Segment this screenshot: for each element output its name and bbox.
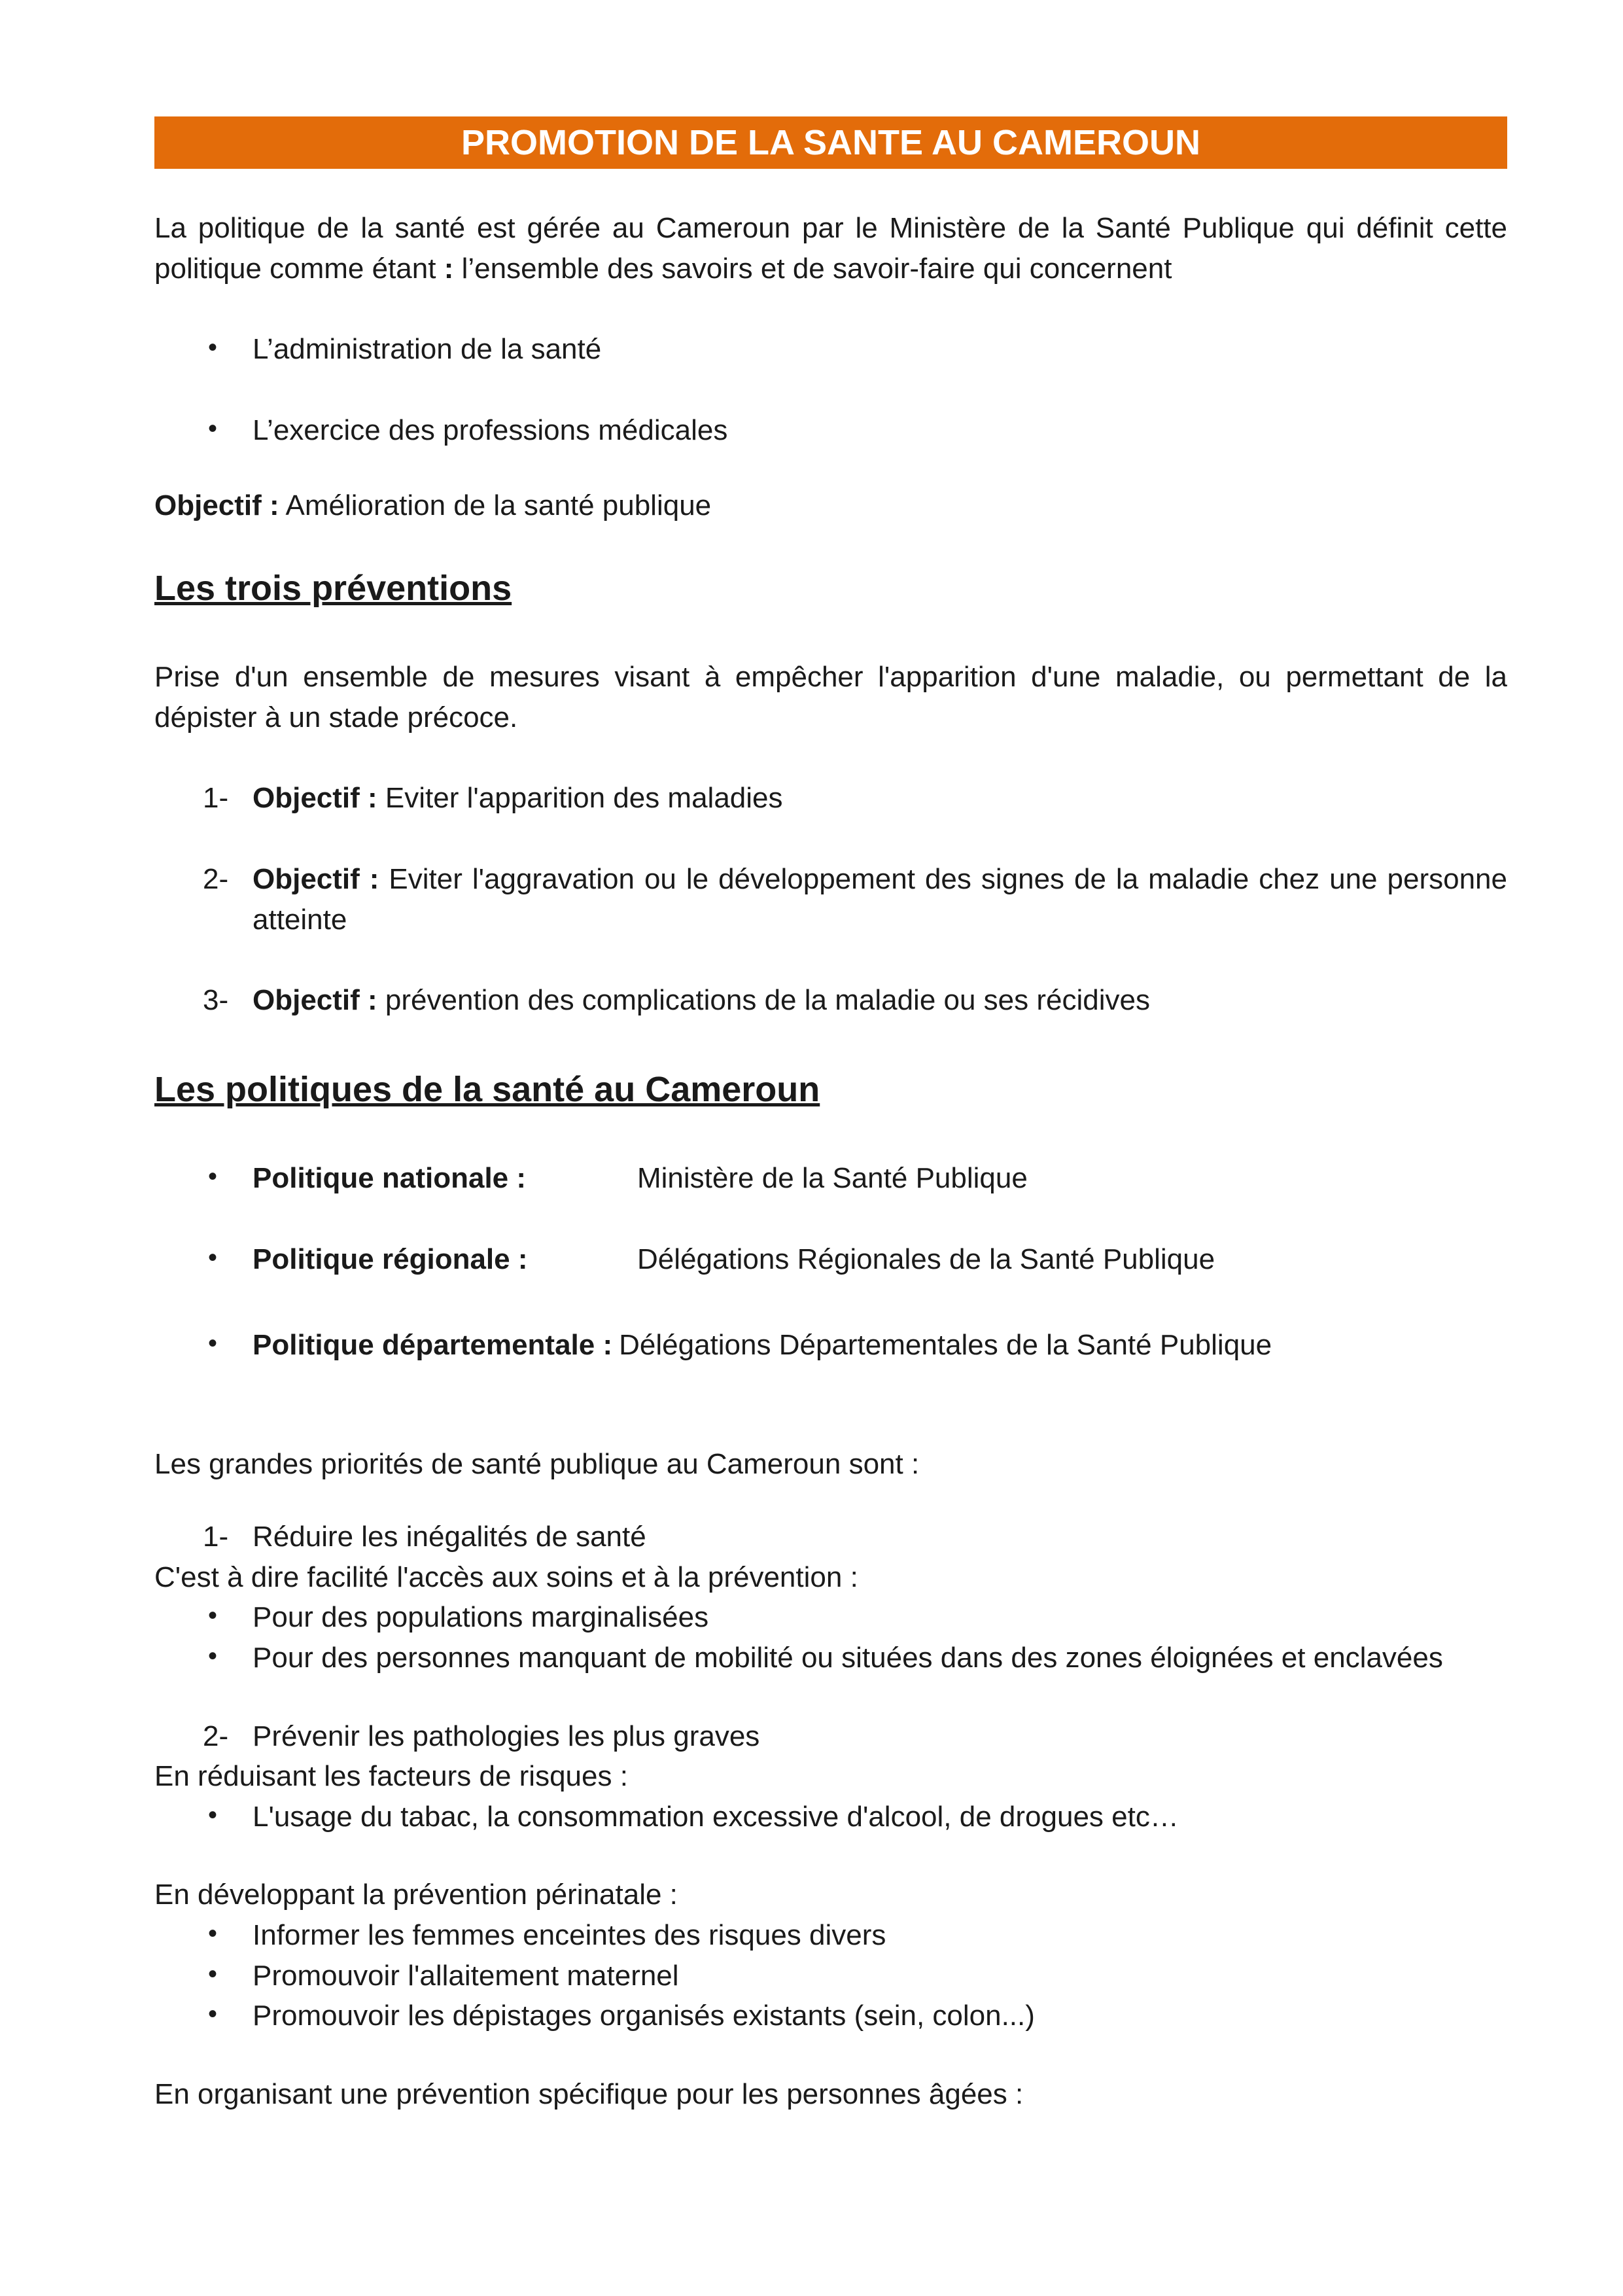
bullet-icon: •	[208, 1601, 218, 1631]
bullet-icon: •	[208, 1329, 218, 1358]
list-item: • Pour des personnes manquant de mobilité ou situées dans des zones éloignées et enclavées	[154, 1638, 1507, 1678]
bullet-icon: •	[208, 1959, 218, 1988]
bullet-icon: •	[208, 414, 218, 443]
politiques-list	[154, 1158, 1507, 1366]
preventions-list	[154, 778, 1507, 1020]
priority-2-bullets	[154, 1797, 1507, 1837]
bullet-icon: •	[208, 2000, 218, 2029]
list-item: 2- Objectif : Eviter l'aggravation ou le développement des signes de la maladie chez une personne atteinte	[203, 862, 1507, 936]
priority-2-sub: En réduisant les facteurs de risques :	[154, 1760, 628, 1793]
priorities-intro: Les grandes priorités de santé publique au Cameroun sont :	[154, 1447, 920, 1480]
list-item: • L’administration de la santé	[154, 329, 1507, 370]
intro-paragraph	[154, 208, 1507, 289]
bullet-icon: •	[208, 1642, 218, 1671]
bullet-icon: •	[208, 1161, 218, 1191]
list-item: • Promouvoir les dépistages organisés existants (sein, colon...)	[154, 1996, 1507, 2036]
priority-2	[154, 1716, 1507, 1757]
list-item: • L'usage du tabac, la consommation excessive d'alcool, de drogues etc…	[154, 1797, 1507, 1837]
document-page	[154, 116, 1507, 2114]
list-item: 2- Prévenir les pathologies les plus graves	[203, 1720, 760, 1752]
objectif-text: Amélioration de la santé publique	[285, 489, 712, 522]
list-item: 1- Réduire les inégalités de santé	[203, 1521, 646, 1553]
list-item: • Politique nationale : Ministère de la Santé Publique	[154, 1158, 1507, 1199]
section-heading-politiques: Les politiques de la santé au Cameroun	[154, 1069, 820, 1109]
list-item: • Informer les femmes enceintes des risques divers	[154, 1915, 1507, 1956]
objectif-label: Objectif :	[154, 489, 279, 522]
intro-text-2: l’ensemble des savoirs et de savoir-faire qui concernent	[461, 252, 1172, 285]
list-item: 1- Objectif : Eviter l'apparition des maladies	[203, 782, 783, 815]
perinatal-bullets	[154, 1915, 1507, 2036]
objectif-main	[154, 486, 1507, 526]
list-item: • Promouvoir l'allaitement maternel	[154, 1956, 1507, 1996]
bullet-icon: •	[208, 1919, 218, 1949]
bullet-icon: •	[208, 1800, 218, 1829]
list-item: • Politique départementale : Délégations Départementales de la Santé Publique	[154, 1325, 1507, 1366]
priority-1	[154, 1517, 1507, 1557]
preventions-intro: Prise d'un ensemble de mesures visant à empêcher l'apparition d'une maladie, ou permettant de la dépister à un stade précoce.	[154, 661, 1507, 733]
priority-1-sub: C'est à dire facilité l'accès aux soins et à la prévention :	[154, 1561, 858, 1593]
intro-bullets	[154, 329, 1507, 450]
perinatal-sub: En développant la prévention périnatale :	[154, 1879, 678, 1911]
list-item: 3- Objectif : prévention des complications de la maladie ou ses récidives	[203, 984, 1150, 1017]
list-item: • L’exercice des professions médicales	[154, 410, 1507, 451]
bullet-icon: •	[208, 333, 218, 362]
bullet-icon: •	[208, 1243, 218, 1272]
page-title: PROMOTION DE LA SANTE AU CAMEROUN	[154, 116, 1507, 169]
list-item: • Pour des populations marginalisées	[154, 1597, 1507, 1638]
list-item: • Politique régionale : Délégations Régionales de la Santé Publique	[154, 1239, 1507, 1280]
intro-text: La politique de la santé est gérée au Cameroun par le Ministère de la Santé Publique qui définit cette politique comme étant	[154, 212, 1507, 285]
priority-1-bullets	[154, 1597, 1507, 1678]
section-heading-preventions: Les trois préventions	[154, 568, 512, 608]
intro-colon: :	[436, 252, 462, 285]
elderly-sub: En organisant une prévention spécifique pour les personnes âgées :	[154, 2077, 1024, 2110]
